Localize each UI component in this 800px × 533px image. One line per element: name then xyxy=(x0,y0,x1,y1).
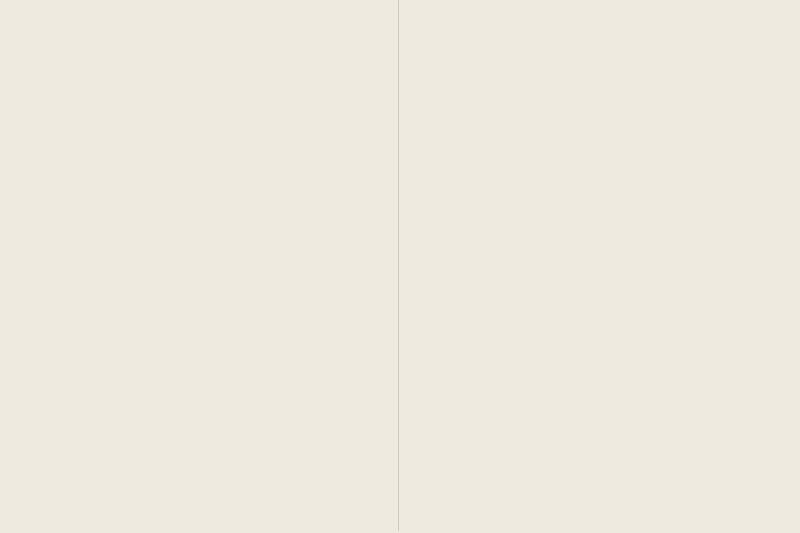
text-line xyxy=(406,276,792,292)
text-line xyxy=(406,211,792,227)
text-line xyxy=(406,469,792,485)
text-line xyxy=(406,501,792,517)
text-line xyxy=(406,115,792,131)
text-line xyxy=(406,356,792,372)
text-line xyxy=(406,163,792,179)
text-line xyxy=(406,404,792,420)
text-line xyxy=(4,243,390,259)
text-line xyxy=(406,485,792,501)
text-line xyxy=(4,131,390,147)
text-line xyxy=(4,260,390,276)
text-line xyxy=(4,179,390,195)
text-line xyxy=(406,34,792,50)
text-line xyxy=(4,292,390,308)
text-line xyxy=(4,34,390,50)
text-line xyxy=(4,372,390,388)
text-line xyxy=(406,260,792,276)
text-line xyxy=(4,437,390,453)
text-line xyxy=(4,195,390,211)
text-line xyxy=(4,485,390,501)
text-line xyxy=(406,420,792,436)
text-line xyxy=(4,340,390,356)
right-text-column xyxy=(406,2,792,533)
text-line xyxy=(4,163,390,179)
text-line xyxy=(4,404,390,420)
text-line xyxy=(4,356,390,372)
text-line xyxy=(406,147,792,163)
text-line xyxy=(4,469,390,485)
text-line xyxy=(406,179,792,195)
text-line xyxy=(406,66,792,82)
text-line xyxy=(4,50,390,66)
text-line xyxy=(4,388,390,404)
text-line xyxy=(4,18,390,34)
text-line xyxy=(406,243,792,259)
column-divider xyxy=(398,0,399,531)
text-line xyxy=(4,66,390,82)
text-line xyxy=(406,372,792,388)
text-line xyxy=(4,82,390,98)
text-line xyxy=(406,292,792,308)
left-text-column xyxy=(4,2,390,533)
text-line xyxy=(4,453,390,469)
text-line xyxy=(4,147,390,163)
text-line xyxy=(4,324,390,340)
text-line xyxy=(406,308,792,324)
text-line xyxy=(4,2,390,18)
text-line xyxy=(4,276,390,292)
text-line xyxy=(406,227,792,243)
text-line xyxy=(4,308,390,324)
text-line xyxy=(406,340,792,356)
text-line xyxy=(406,2,792,18)
text-line xyxy=(4,115,390,131)
text-line xyxy=(406,99,792,115)
text-line xyxy=(406,388,792,404)
text-line xyxy=(4,99,390,115)
text-line xyxy=(406,131,792,147)
text-line xyxy=(406,453,792,469)
text-line xyxy=(4,501,390,517)
text-line xyxy=(406,50,792,66)
text-line xyxy=(4,211,390,227)
text-line xyxy=(406,437,792,453)
text-line xyxy=(406,18,792,34)
text-line xyxy=(406,324,792,340)
text-line xyxy=(406,195,792,211)
text-line xyxy=(4,227,390,243)
text-line xyxy=(4,420,390,436)
text-line xyxy=(406,82,792,98)
